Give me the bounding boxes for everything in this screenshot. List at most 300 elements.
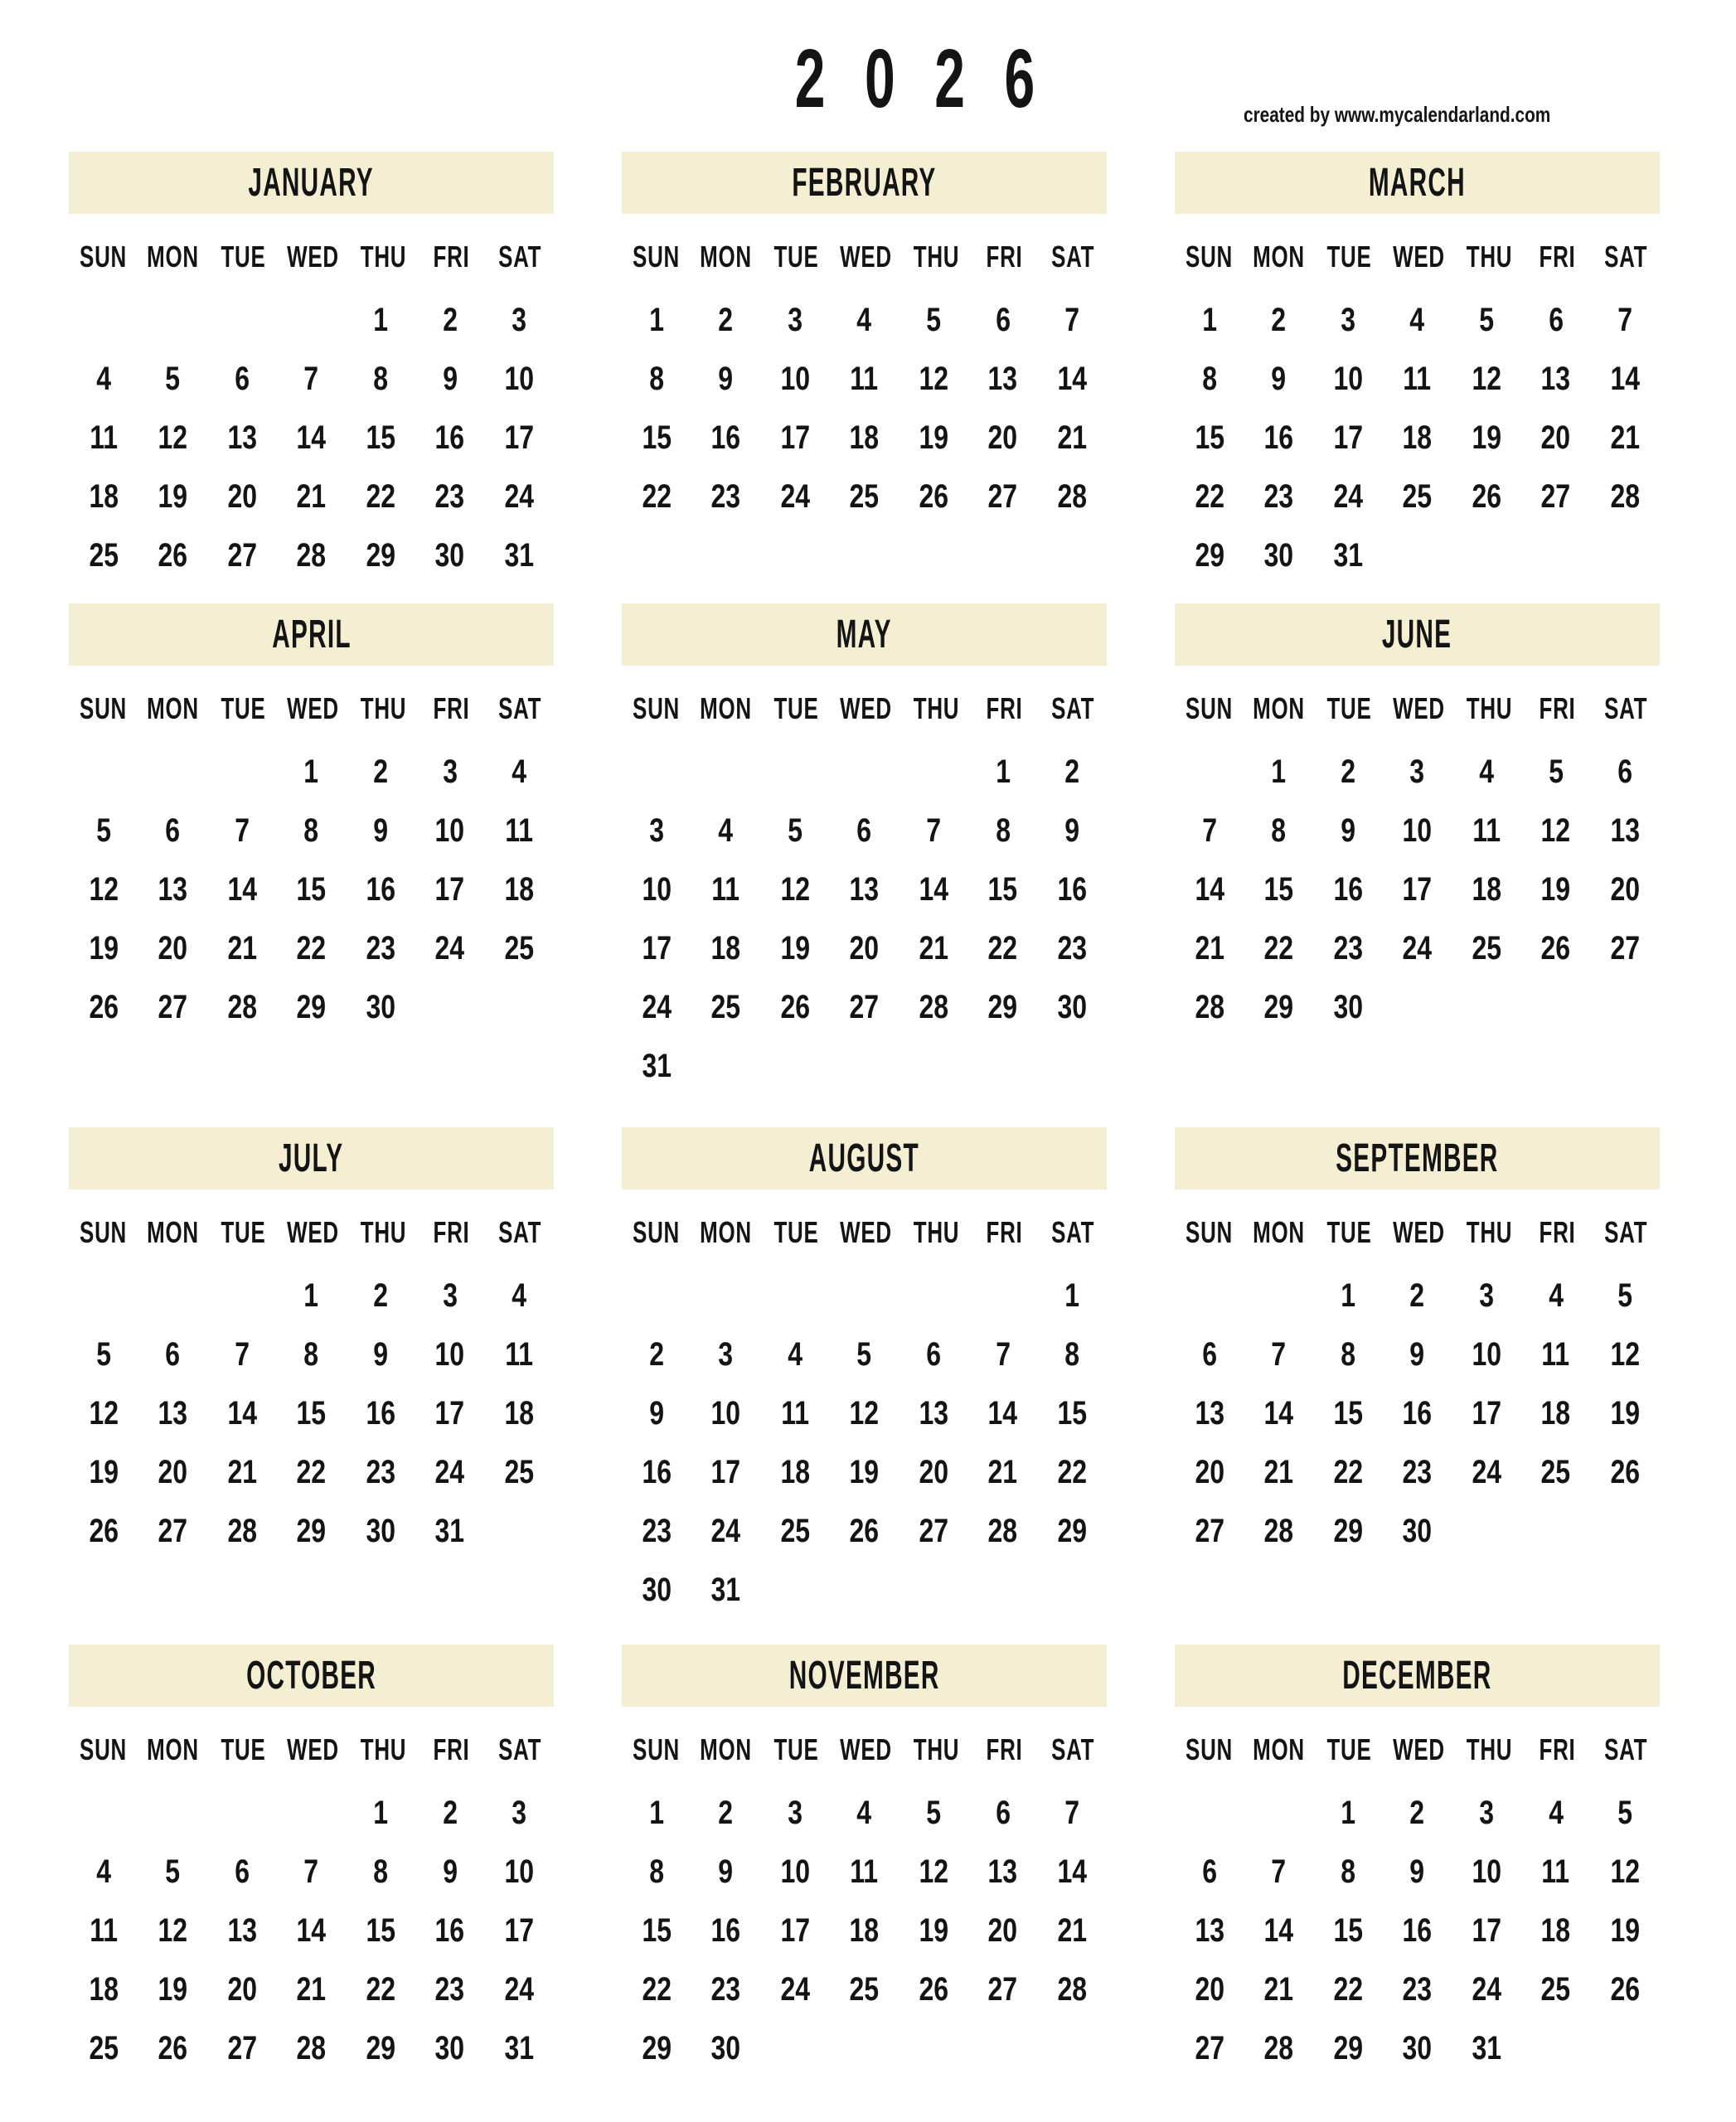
date-number: 3	[442, 753, 458, 790]
date-number: 17	[780, 419, 810, 456]
date-number: 13	[1194, 1911, 1224, 1949]
date-cell	[346, 1960, 415, 2018]
month-november	[622, 1645, 1107, 2077]
date-number: 24	[434, 1453, 465, 1490]
date-cell	[622, 1036, 691, 1095]
weekday-cell	[209, 240, 277, 274]
date-number: 13	[849, 870, 880, 908]
date-cell	[1521, 1783, 1591, 1842]
month-name: NOVEMBER	[788, 1654, 940, 1698]
date-number: 20	[1194, 1970, 1224, 2008]
weekday-cell	[1455, 240, 1523, 274]
date-number: 14	[987, 1394, 1018, 1432]
date-cell	[415, 290, 485, 349]
date-cell	[691, 1325, 761, 1383]
weekday-cell	[1039, 1215, 1107, 1250]
date-cell	[830, 1325, 900, 1383]
date-number: 13	[1540, 360, 1571, 397]
date-cell	[277, 467, 347, 526]
date-number: 25	[88, 536, 119, 574]
month-header	[1175, 1645, 1660, 1707]
weekday-label: FRI	[433, 1215, 470, 1249]
dates-grid	[622, 1783, 1107, 2077]
date-cell	[415, 408, 485, 467]
date-cell	[1521, 1383, 1591, 1442]
date-cell	[1521, 1960, 1591, 2018]
date-number: 9	[1409, 1335, 1425, 1373]
date-number: 1	[648, 1794, 664, 1831]
date-cell	[1037, 860, 1107, 918]
date-number: 27	[1540, 477, 1571, 515]
date-number: 9	[373, 1335, 388, 1373]
credit-text: created by www.mycalendarland.com	[1244, 102, 1551, 127]
date-cell	[622, 408, 691, 467]
date-cell	[1383, 918, 1452, 977]
date-cell	[484, 2018, 554, 2077]
weekday-label: FRI	[433, 240, 470, 274]
date-cell	[1037, 801, 1107, 860]
date-cell	[1244, 918, 1314, 977]
date-number: 26	[919, 477, 948, 515]
date-cell	[1590, 1325, 1660, 1383]
date-number: 15	[641, 419, 672, 456]
weekday-row	[69, 236, 554, 278]
empty-cell	[1244, 1266, 1314, 1325]
date-cell	[415, 1501, 485, 1560]
date-cell	[1244, 860, 1314, 918]
weekday-cell	[349, 691, 417, 726]
date-number: 8	[995, 811, 1011, 849]
date-cell	[830, 467, 900, 526]
date-cell	[415, 801, 485, 860]
date-cell	[1037, 349, 1107, 408]
weekday-label: WED	[287, 691, 340, 725]
date-number: 19	[919, 419, 948, 456]
date-cell	[138, 1442, 208, 1501]
date-number: 7	[995, 1335, 1011, 1373]
date-number: 25	[1540, 1453, 1571, 1490]
dates-grid	[69, 742, 554, 1036]
date-number: 15	[1333, 1394, 1363, 1432]
weekday-cell	[69, 1732, 137, 1767]
date-number: 13	[1610, 811, 1641, 849]
date-number: 6	[1617, 753, 1633, 790]
date-cell	[830, 290, 900, 349]
date-number: 11	[780, 1394, 809, 1432]
date-cell	[968, 1383, 1038, 1442]
date-number: 2	[1409, 1794, 1425, 1831]
weekday-label: MON	[700, 240, 753, 274]
date-cell	[1244, 801, 1314, 860]
date-number: 4	[95, 360, 111, 397]
date-cell	[346, 1325, 415, 1383]
date-cell	[1590, 742, 1660, 801]
date-number: 24	[1472, 1970, 1501, 2008]
date-cell	[1383, 1442, 1452, 1501]
weekday-label: MON	[147, 1732, 200, 1766]
weekday-label: FRI	[986, 1215, 1023, 1249]
date-number: 11	[505, 811, 534, 849]
date-number: 21	[1057, 1911, 1088, 1949]
weekday-cell	[1039, 1732, 1107, 1767]
empty-cell	[207, 290, 277, 349]
date-number: 23	[1057, 929, 1088, 967]
empty-cell	[691, 742, 761, 801]
date-cell	[899, 1501, 968, 1560]
date-number: 19	[158, 1970, 188, 2008]
date-number: 9	[442, 360, 458, 397]
date-cell	[207, 1501, 277, 1560]
date-number: 3	[512, 301, 527, 338]
date-number: 27	[987, 477, 1018, 515]
date-number: 23	[366, 929, 395, 967]
date-number: 22	[366, 477, 395, 515]
weekday-label: THU	[1466, 1215, 1513, 1249]
date-number: 4	[1409, 301, 1425, 338]
weekday-label: WED	[840, 1215, 893, 1249]
date-number: 20	[1610, 870, 1641, 908]
date-number: 10	[434, 1335, 465, 1373]
date-number: 15	[641, 1911, 672, 1949]
date-number: 1	[648, 301, 664, 338]
date-cell	[207, 408, 277, 467]
date-number: 10	[504, 1853, 535, 1890]
date-number: 20	[227, 1970, 257, 2008]
date-cell	[760, 290, 830, 349]
date-cell	[1313, 526, 1383, 584]
date-cell	[1383, 1901, 1452, 1960]
weekday-label: WED	[840, 691, 893, 725]
date-number: 22	[1194, 477, 1224, 515]
date-cell	[622, 1901, 691, 1960]
date-number: 12	[1472, 360, 1501, 397]
date-number: 29	[1057, 1512, 1088, 1549]
date-cell	[1037, 742, 1107, 801]
date-cell	[207, 977, 277, 1036]
empty-cell	[622, 1266, 691, 1325]
date-cell	[1452, 1442, 1521, 1501]
date-number: 13	[987, 1853, 1018, 1890]
date-cell	[415, 1442, 485, 1501]
date-number: 17	[1402, 870, 1433, 908]
date-cell	[1452, 1901, 1521, 1960]
date-number: 3	[1479, 1277, 1494, 1314]
date-number: 23	[434, 477, 465, 515]
date-number: 6	[856, 811, 872, 849]
date-number: 15	[987, 870, 1018, 908]
date-number: 24	[641, 988, 672, 1025]
date-cell	[968, 742, 1038, 801]
date-cell	[69, 1442, 138, 1501]
date-cell	[622, 1560, 691, 1619]
weekday-cell	[902, 1732, 970, 1767]
weekday-label: FRI	[1539, 691, 1576, 725]
empty-cell	[899, 742, 968, 801]
date-cell	[899, 349, 968, 408]
date-cell	[691, 467, 761, 526]
date-cell	[138, 1325, 208, 1383]
date-cell	[1313, 1901, 1383, 1960]
date-cell	[415, 1842, 485, 1901]
month-header	[69, 1127, 554, 1189]
weekday-cell	[1315, 691, 1383, 726]
date-cell	[622, 977, 691, 1036]
date-cell	[138, 1901, 208, 1960]
date-cell	[830, 1783, 900, 1842]
weekday-label: THU	[1466, 240, 1513, 274]
date-cell	[1175, 290, 1244, 349]
date-number: 19	[1472, 419, 1501, 456]
date-number: 20	[919, 1453, 948, 1490]
date-number: 27	[987, 1970, 1018, 2008]
date-cell	[207, 860, 277, 918]
date-cell	[1452, 1325, 1521, 1383]
month-header	[69, 152, 554, 214]
weekday-cell	[1592, 1732, 1660, 1767]
date-number: 10	[710, 1394, 741, 1432]
date-cell	[968, 349, 1038, 408]
date-number: 5	[856, 1335, 872, 1373]
date-cell	[760, 977, 830, 1036]
date-number: 30	[1402, 2029, 1433, 2066]
date-number: 14	[919, 870, 948, 908]
weekday-label: SUN	[632, 240, 680, 274]
month-july	[69, 1127, 554, 1560]
date-number: 5	[926, 1794, 941, 1831]
date-number: 16	[710, 419, 741, 456]
date-cell	[622, 1383, 691, 1442]
date-cell	[1383, 2018, 1452, 2077]
date-number: 11	[1472, 811, 1501, 849]
date-cell	[968, 467, 1038, 526]
date-number: 2	[1271, 301, 1287, 338]
date-number: 23	[641, 1512, 672, 1549]
dates-grid	[622, 742, 1107, 1095]
weekday-cell	[277, 691, 349, 726]
date-cell	[1313, 1501, 1383, 1560]
weekday-label: SUN	[632, 1732, 680, 1766]
date-cell	[138, 918, 208, 977]
weekday-label: FRI	[433, 691, 470, 725]
date-number: 2	[718, 1794, 734, 1831]
date-cell	[899, 1842, 968, 1901]
weekday-label: SUN	[1185, 1732, 1233, 1766]
date-cell	[1313, 918, 1383, 977]
date-number: 10	[1402, 811, 1433, 849]
date-cell	[415, 918, 485, 977]
date-number: 8	[648, 360, 664, 397]
empty-cell	[277, 1783, 347, 1842]
weekday-label: FRI	[433, 1732, 470, 1766]
weekday-cell	[690, 1215, 762, 1250]
date-number: 11	[1403, 360, 1432, 397]
date-number: 10	[434, 811, 465, 849]
date-cell	[415, 2018, 485, 2077]
date-cell	[830, 977, 900, 1036]
date-cell	[346, 526, 415, 584]
date-number: 18	[88, 1970, 119, 2008]
date-cell	[1452, 860, 1521, 918]
date-number: 31	[504, 2029, 535, 2066]
date-number: 4	[1548, 1277, 1564, 1314]
date-number: 1	[373, 301, 388, 338]
date-cell	[1244, 1442, 1314, 1501]
date-cell	[415, 1266, 485, 1325]
date-cell	[484, 1901, 554, 1960]
weekday-label: WED	[287, 240, 340, 274]
date-cell	[1313, 860, 1383, 918]
weekday-label: SUN	[1185, 691, 1233, 725]
weekday-label: SUN	[79, 691, 127, 725]
date-cell	[1244, 977, 1314, 1036]
date-cell	[1037, 1383, 1107, 1442]
date-number: 20	[987, 1911, 1018, 1949]
month-january	[69, 152, 554, 584]
weekday-label: WED	[1393, 240, 1446, 274]
date-number: 29	[1194, 536, 1224, 574]
weekday-cell	[830, 1215, 902, 1250]
weekday-cell	[486, 240, 554, 274]
date-cell	[968, 290, 1038, 349]
date-number: 28	[296, 2029, 327, 2066]
date-cell	[1313, 1842, 1383, 1901]
date-number: 17	[434, 1394, 465, 1432]
month-header	[622, 1127, 1107, 1189]
date-cell	[691, 349, 761, 408]
date-number: 25	[780, 1512, 810, 1549]
date-cell	[138, 977, 208, 1036]
date-number: 27	[227, 536, 257, 574]
date-cell	[1313, 977, 1383, 1036]
date-cell	[760, 1501, 830, 1560]
date-number: 17	[1333, 419, 1363, 456]
date-cell	[138, 467, 208, 526]
weekday-cell	[349, 240, 417, 274]
date-number: 17	[504, 419, 535, 456]
month-name: OCTOBER	[246, 1654, 376, 1698]
date-cell	[1383, 1783, 1452, 1842]
date-number: 25	[849, 1970, 880, 2008]
date-number: 1	[1341, 1794, 1355, 1831]
date-cell	[899, 918, 968, 977]
date-cell	[1590, 860, 1660, 918]
date-number: 26	[1472, 477, 1501, 515]
date-number: 1	[1271, 753, 1287, 790]
date-cell	[484, 1325, 554, 1383]
date-number: 3	[788, 1794, 803, 1831]
date-cell	[1452, 742, 1521, 801]
year-title: 2026	[794, 32, 1074, 125]
date-number: 26	[158, 536, 188, 574]
date-cell	[207, 349, 277, 408]
weekday-label: WED	[1393, 691, 1446, 725]
date-cell	[899, 1383, 968, 1442]
date-number: 11	[505, 1335, 534, 1373]
date-cell	[1244, 1901, 1314, 1960]
weekday-label: THU	[913, 1215, 960, 1249]
weekday-cell	[1455, 691, 1523, 726]
date-cell	[277, 860, 347, 918]
date-cell	[1590, 1901, 1660, 1960]
weekday-label: WED	[840, 240, 893, 274]
date-number: 7	[235, 811, 250, 849]
date-cell	[277, 801, 347, 860]
date-cell	[760, 467, 830, 526]
weekday-label: SAT	[1050, 1732, 1094, 1766]
date-cell	[207, 1325, 277, 1383]
date-number: 30	[1402, 1512, 1433, 1549]
date-cell	[277, 1442, 347, 1501]
date-cell	[207, 1842, 277, 1901]
date-cell	[1313, 349, 1383, 408]
weekday-cell	[762, 1732, 830, 1767]
date-cell	[899, 408, 968, 467]
date-number: 6	[235, 360, 250, 397]
date-number: 18	[504, 870, 535, 908]
date-cell	[138, 1842, 208, 1901]
date-cell	[622, 918, 691, 977]
weekday-cell	[1039, 240, 1107, 274]
date-number: 2	[1341, 753, 1355, 790]
date-number: 15	[296, 870, 327, 908]
date-number: 12	[158, 1911, 188, 1949]
date-number: 18	[88, 477, 119, 515]
date-number: 30	[1263, 536, 1294, 574]
date-number: 2	[373, 753, 388, 790]
date-number: 30	[710, 2029, 741, 2066]
date-number: 24	[504, 1970, 535, 2008]
date-number: 16	[1057, 870, 1088, 908]
empty-cell	[207, 1783, 277, 1842]
weekday-label: FRI	[986, 1732, 1023, 1766]
date-cell	[760, 1442, 830, 1501]
date-cell	[1037, 1501, 1107, 1560]
weekday-cell	[1524, 691, 1592, 726]
date-number: 18	[849, 419, 880, 456]
date-number: 4	[1479, 753, 1494, 790]
date-number: 6	[1201, 1335, 1217, 1373]
date-cell	[277, 1383, 347, 1442]
date-cell	[1244, 1501, 1314, 1560]
date-cell	[1313, 467, 1383, 526]
empty-cell	[760, 1266, 830, 1325]
date-number: 18	[780, 1453, 810, 1490]
date-number: 2	[1409, 1277, 1425, 1314]
date-number: 11	[850, 1853, 879, 1890]
date-cell	[1452, 467, 1521, 526]
date-number: 2	[718, 301, 734, 338]
date-cell	[691, 1901, 761, 1960]
date-number: 27	[227, 2029, 257, 2066]
weekday-label: TUE	[773, 240, 819, 274]
weekday-label: TUE	[1326, 1732, 1372, 1766]
date-cell	[346, 1383, 415, 1442]
weekday-cell	[486, 1732, 554, 1767]
date-cell	[1383, 1960, 1452, 2018]
date-number: 14	[1610, 360, 1641, 397]
date-cell	[69, 1842, 138, 1901]
weekday-label: SAT	[497, 691, 541, 725]
date-number: 29	[366, 2029, 395, 2066]
month-header	[69, 1645, 554, 1707]
date-cell	[760, 349, 830, 408]
date-cell	[1590, 801, 1660, 860]
weekday-label: SAT	[1050, 1215, 1094, 1249]
weekday-label: TUE	[1326, 691, 1372, 725]
weekday-cell	[69, 691, 137, 726]
date-cell	[1521, 349, 1591, 408]
date-number: 9	[718, 1853, 734, 1890]
